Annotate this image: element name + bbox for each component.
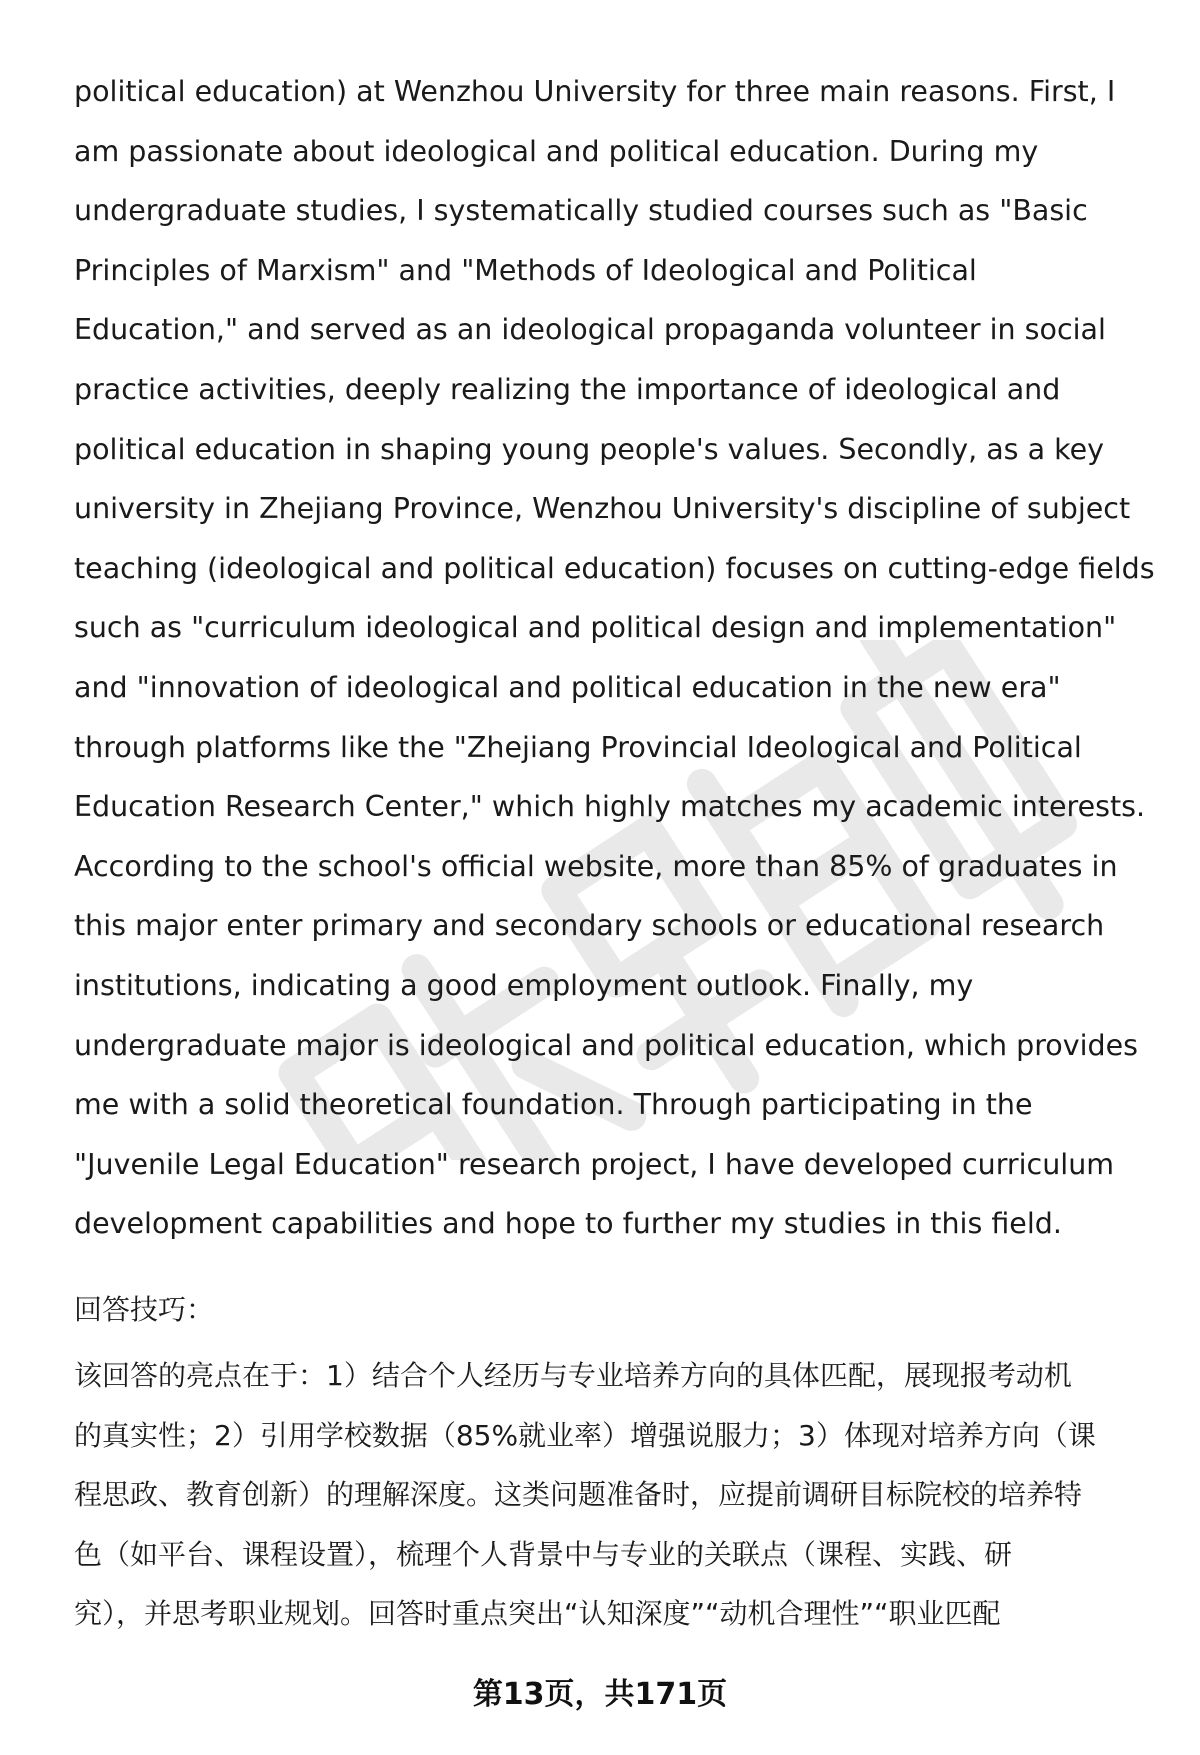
answer-line: practice activities, deeply realizing the importance of ideological and: [74, 372, 1061, 406]
tips-line: 色（如平台、课程设置），梳理个人背景中与专业的关联点（课程、实践、研: [74, 1537, 1013, 1571]
tips-paragraph: [74, 1346, 1164, 1644]
answer-line: university in Zhejiang Province, Wenzhou University's discipline of subject: [74, 492, 1131, 526]
answer-line: undergraduate major is ideological and political education, which provides: [74, 1028, 1139, 1062]
tips-line: 究），并思考职业规划。回答时重点突出“认知深度”“动机合理性”“职业匹配: [74, 1597, 1001, 1631]
answer-line: development capabilities and hope to further my studies in this field.: [74, 1207, 1062, 1241]
answer-line: and "innovation of ideological and political education in the new era": [74, 670, 1061, 704]
answer-line: undergraduate studies, I systematically studied courses such as "Basic: [74, 194, 1088, 228]
answer-line: teaching (ideological and political education) focuses on cutting-edge fields: [74, 551, 1155, 585]
answer-line: Principles of Marxism" and "Methods of Ideological and Political: [74, 253, 977, 287]
answer-line: such as "curriculum ideological and political design and implementation": [74, 611, 1117, 645]
tips-line: 该回答的亮点在于：1）结合个人经历与专业培养方向的具体匹配，展现报考动机: [74, 1359, 1072, 1392]
tips-line: 程思政、教育创新）的理解深度。这类问题准备时，应提前调研目标院校的培养特: [74, 1478, 1083, 1512]
answer-line: institutions, indicating a good employment outlook. Finally, my: [74, 968, 974, 1002]
answer-line: Education," and served as an ideological propaganda volunteer in social: [74, 313, 1106, 347]
tips-heading: 回答技巧：: [74, 1293, 215, 1326]
answer-line: through platforms like the "Zhejiang Provincial Ideological and Political: [74, 730, 1082, 764]
answer-paragraph: [74, 62, 1164, 1254]
answer-line: Education Research Center," which highly matches my academic interests.: [74, 790, 1146, 824]
answer-line: According to the school's official website, more than 85% of graduates in: [74, 849, 1118, 883]
answer-line: political education in shaping young people's values. Secondly, as a key: [74, 432, 1104, 466]
page-number: 第13页，共171页: [472, 1677, 728, 1712]
answer-line: political education) at Wenzhou University for three main reasons. First, I: [74, 75, 1116, 108]
answer-line: "Juvenile Legal Education" research project, I have developed curriculum: [74, 1147, 1115, 1181]
answer-line: am passionate about ideological and political education. During my: [74, 134, 1039, 168]
answer-line: this major enter primary and secondary schools or educational research: [74, 909, 1105, 943]
tips-line: 的真实性；2）引用学校数据（85%就业率）增强说服力；3）体现对培养方向（课: [74, 1418, 1096, 1452]
answer-line: me with a solid theoretical foundation. Through participating in the: [74, 1088, 1033, 1122]
